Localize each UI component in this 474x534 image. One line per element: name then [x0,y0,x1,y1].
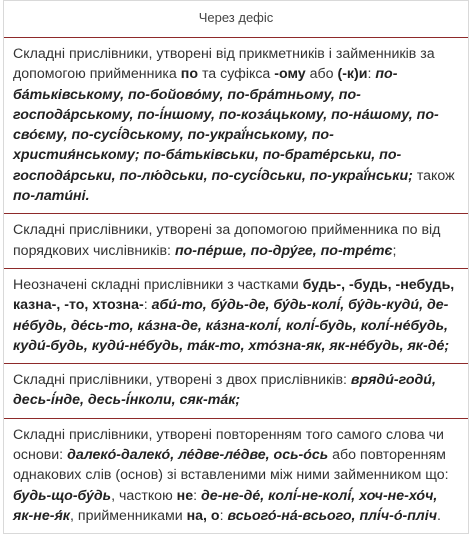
row-text: Складні прислівники, утворені за допомогою прийменника по від порядкових числівників: [13,222,441,259]
row-text: : [193,487,202,504]
highlight-term: на, о [186,507,220,524]
row-text: Складні прислівники, утворені з двох прислівників: [13,372,351,389]
row-text: , прийменниками [70,507,187,524]
table-row [4,419,468,534]
example-words: всього́-на́-всього, плі́ч-о́-пліч [227,507,437,524]
example-words: по-ба́тьківському, по-бойово́му, по-бра́тньому, по-господа́рському, по-і́ншому, по-коза́цькому, по-на́шому, по-сво́єму, по-сусі́дському, по-украї́нському, по-христия́нському; по-ба́тьківськи, по-брате́рськи, по-господа́рськи, по-лю́дськи, по-сусі́дськи, по-украї́нськи; [13,66,439,184]
highlight-term: -ому [274,66,306,83]
row-text: також [412,167,455,184]
row-text: Складні прислівники, утворені повторенням того самого слова чи основи: [13,426,444,464]
table-row [4,269,468,364]
example-words: де-не-де́, колі́-не-колі́, хоч-не-хо́ч, як-не-я́к [13,487,438,524]
highlight-term: (-к)и [337,66,368,83]
row-text: та суфікса [198,66,275,83]
example-words: по-лати́ні. [13,188,90,205]
example-words: далеко́-далеко́, ле́две-ле́две, ось-о́сь [67,447,329,464]
example-words: вряди́-годи́, десь-і́нде, десь-і́нколи, сяк-та́к; [13,372,436,409]
table-row [4,214,468,269]
row-text: Складні прислівники, утворені від прикметників і займенників за допомогою прийменника [13,46,435,83]
highlight-term: будь-, -будь, -небудь, казна-, -то, хтозна- [13,276,455,314]
example-words: по-пе́рше, по-дру́ге, по-тре́тє [174,242,393,259]
row-text: або повторенням однакових слів (основ) зі вставленими між ними займенником що: [13,447,449,484]
highlight-term: не [176,487,194,504]
row-text: : [367,66,376,83]
table-header: Через дефіс [4,0,468,38]
row-text: Неозначені складні прислівники з частками [13,276,303,293]
row-text: : [219,507,228,524]
row-text: або [305,66,338,83]
rules-table [3,0,469,534]
table-row [4,38,468,214]
row-text: . [436,507,441,524]
example-words: аби́-то, бу́дь-де, бу́дь-колі́, бу́дь-куди́, де-не́будь, де́сь-то, ка́зна-де, ка́зна-колі́, колі́-будь, колі́-не́будь, куди́-будь, куди́-не́будь, та́к-то, хто́зна-як, як-не́будь, як-де́; [13,297,450,354]
example-words: будь-що-бу́дь [13,487,112,504]
row-text: : [143,297,152,314]
highlight-term: по [180,66,198,83]
row-text: ; [392,242,397,259]
row-text: , часткою [111,487,177,504]
table-row [4,364,468,419]
